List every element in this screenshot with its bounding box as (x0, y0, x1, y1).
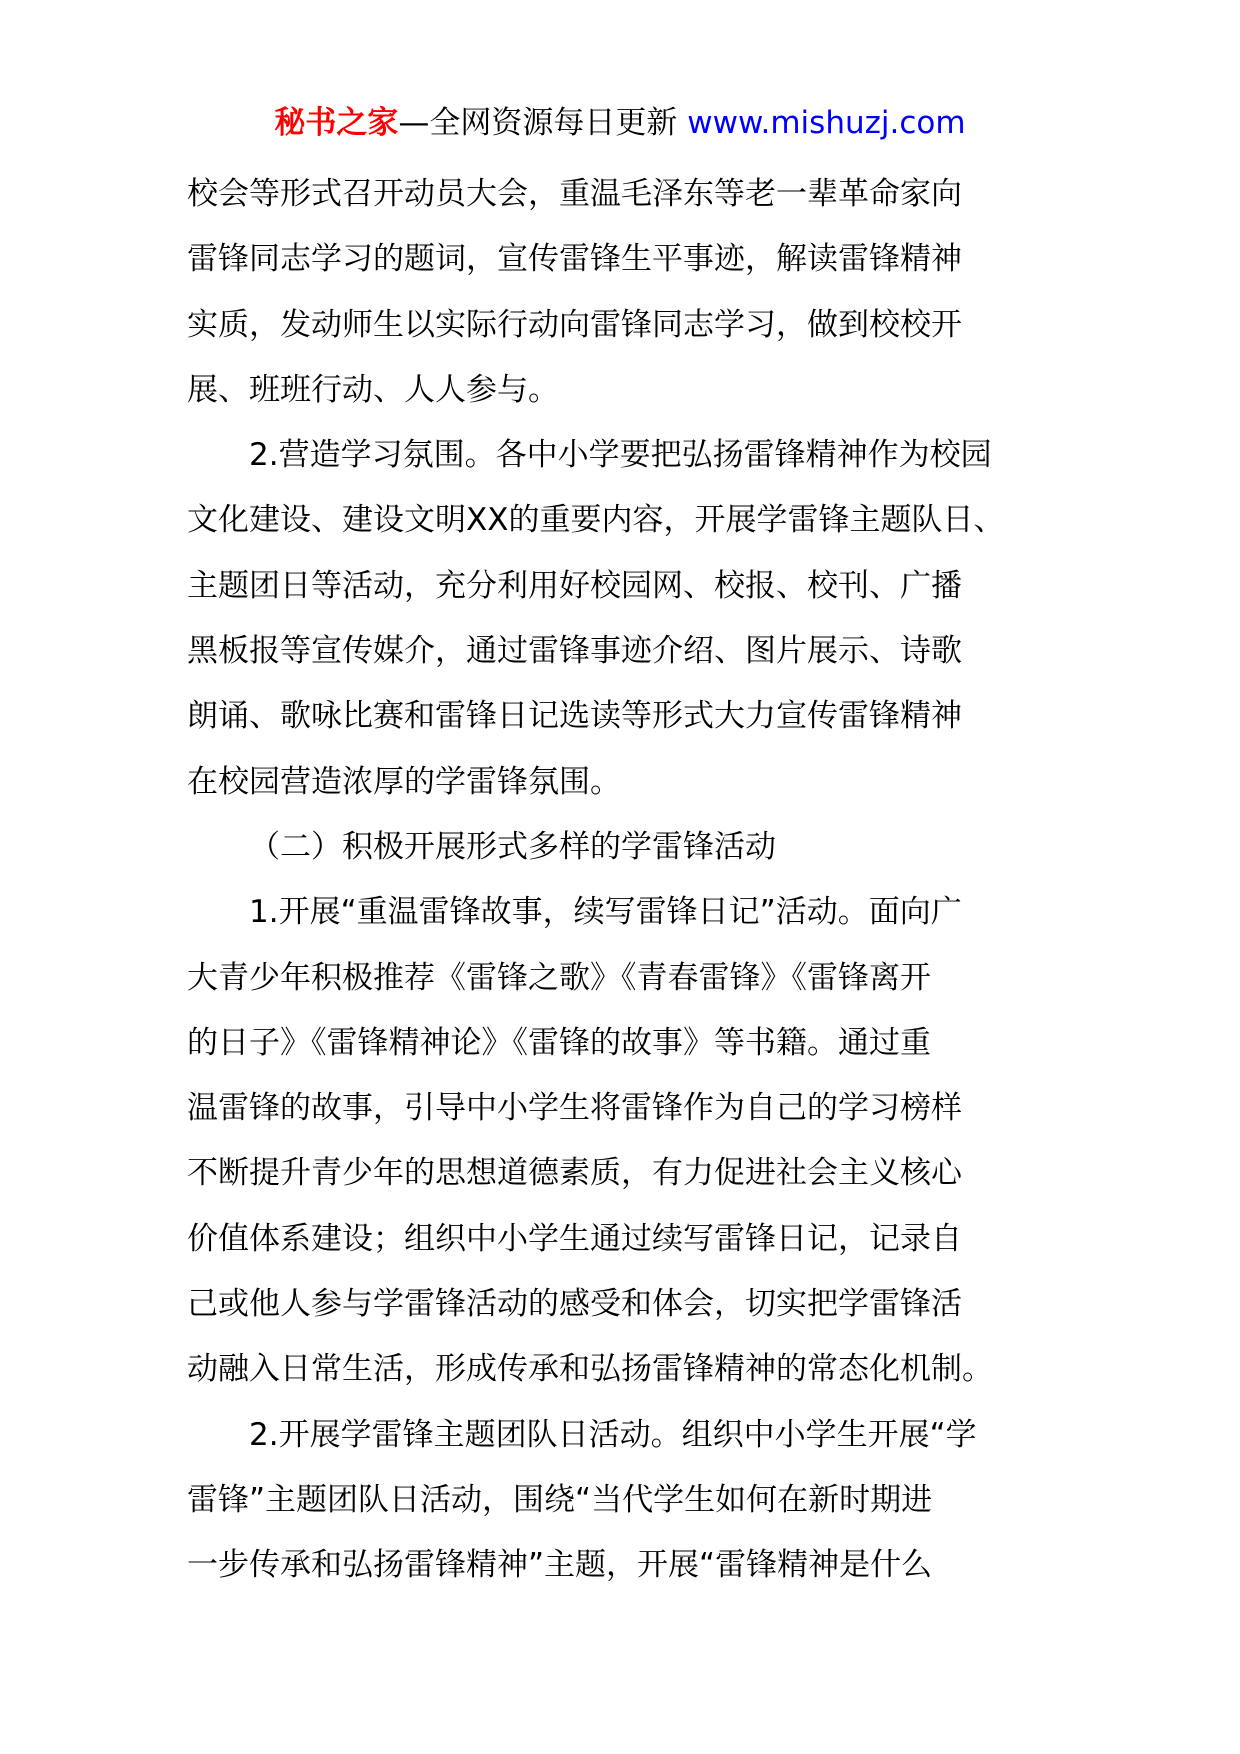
text-line: 大青少年积极推荐《雷锋之歌》《青春雷锋》《雷锋离开 (187, 959, 931, 996)
text-line: 在校园营造浓厚的学雷锋氛围。 (187, 763, 621, 800)
paragraph-start-line: 1.开展“重温雷锋故事，续写雷锋日记”活动。面向广 (249, 894, 962, 931)
site-url-link[interactable]: www.mishuzj.com (687, 105, 966, 141)
text-line: 一步传承和弘扬雷锋精神”主题，开展“雷锋精神是什么 (187, 1547, 933, 1584)
text-line: 校会等形式召开动员大会，重温毛泽东等老一辈革命家向 (187, 176, 962, 212)
site-tagline: —全网资源每日更新 (398, 105, 688, 141)
text-line: 实质，发动师生以实际行动向雷锋同志学习，做到校校开 (187, 306, 962, 343)
text-line: 雷锋同志学习的题词，宣传雷锋生平事迹，解读雷锋精神 (187, 241, 962, 278)
text-line: 的日子》《雷锋精神论》《雷锋的故事》等书籍。通过重 (187, 1024, 931, 1061)
text-line: 朗诵、歌咏比赛和雷锋日记选读等形式大力宣传雷锋精神 (187, 698, 962, 735)
text-line: 主题团日等活动，充分利用好校园网、校报、校刊、广播 (187, 567, 962, 604)
section-heading: （二）积极开展形式多样的学雷锋活动 (249, 828, 776, 865)
site-header (0, 101, 1240, 145)
text-line: 己或他人参与学雷锋活动的感受和体会，切实把学雷锋活 (187, 1286, 962, 1323)
text-line: 温雷锋的故事，引导中小学生将雷锋作为自己的学习榜样 (187, 1090, 962, 1127)
document-body (187, 162, 1053, 1599)
site-brand: 秘书之家 (274, 105, 399, 141)
text-line: 文化建设、建设文明XX的重要内容，开展学雷锋主题队日、 (187, 502, 1005, 539)
text-line: 黑板报等宣传媒介，通过雷锋事迹介绍、图片展示、诗歌 (187, 633, 962, 670)
text-line: 价值体系建设；组织中小学生通过续写雷锋日记，记录自 (187, 1220, 962, 1257)
paragraph-start-line: 2.营造学习氛围。各中小学要把弘扬雷锋精神作为校园 (249, 437, 992, 474)
text-line: 展、班班行动、人人参与。 (187, 371, 559, 408)
text-line: 不断提升青少年的思想道德素质，有力促进社会主义核心 (187, 1155, 962, 1192)
text-line: 动融入日常生活，形成传承和弘扬雷锋精神的常态化机制。 (187, 1351, 993, 1388)
paragraph-start-line: 2.开展学雷锋主题团队日活动。组织中小学生开展“学 (249, 1416, 977, 1453)
text-line: 雷锋”主题团队日活动，围绕“当代学生如何在新时期进 (187, 1481, 933, 1518)
